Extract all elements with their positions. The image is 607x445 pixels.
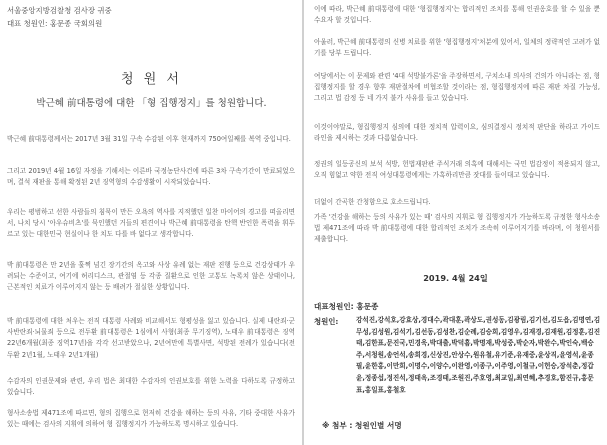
document-title: 청 원 서 [121, 72, 182, 87]
representative-petitioner: 대표청원인: 홍문종 [314, 302, 379, 311]
right-paragraph-7: 가족 '건강을 해하는 등의 사유가 있는 때' 검사의 지휘로 형 집행정지가 가능하도록 규정한 형사소송법 제471조에 따라 박 前대통령에 대한 합리적인 조치가 조속히 이루어지기를 바라며, 이 청원서를 제출합니다. [314, 213, 600, 244]
right-paragraph-6: 더없이 간곡한 간청함으로 호소드립니다. [314, 198, 431, 206]
left-paragraph-4: 박 前대통령은 만 2년을 훌쩍 넘긴 장기간의 옥고와 사상 유례 없는 재판 진행 등으로 건강상태가 우려되는 수준이고, 여기에 허리디스크, 관절염 등 각종 질환으로 인한 고통도 녹록치 않은 상태이나, 근본적인 치료가 이루어지지 않는 등 배려가 절실한 상황입니다. [7, 261, 295, 292]
left-paragraph-2: 그리고 2019년 4월 16일 자정을 기해서는 이른바 국정농단사건에 따른 3차 구속기간이 만료되었으며, 결석 재판을 통해 확정된 2년 징역형의 수감생활이 시작되었습니다. [7, 167, 295, 187]
document-subtitle: 박근혜 前대통령에 대한 「형 집행정지」를 청원합니다. [36, 98, 267, 109]
left-paragraph-1: 박근혜 前대통령께서는 2017년 3월 31일 구속 수감된 이후 현재까지 750여일째를 복역 중입니다. [7, 135, 291, 143]
recipient-line: 서울중앙지방검찰청 검사장 귀중 [7, 6, 112, 15]
left-paragraph-7: 형사소송법 제471조에 따르면, 형의 집행으로 현저히 건강을 해하는 등의 사유, 기타 중대한 사유가 있는 때에는 검사의 지휘에 의하여 형 집행정지가 가능하도록 명시하고 있습니다. [7, 409, 295, 429]
representative-line: 대표 청원인: 홍문종 국회의원 [7, 19, 103, 28]
right-paragraph-1: 이에 따라, 박근혜 前대통령에 대한 '형집행정지'는 합리적인 조치를 통해 인권옹호를 할 수 있을 뿐 수요자 할 것입니다. [314, 5, 600, 25]
right-paragraph-2: 아울러, 박근혜 前대통령의 신병 치료를 위한 '형집행정지'처분에 있어서, 일체의 정략적인 고려가 없기를 당부 드립니다. [314, 38, 600, 58]
right-paragraph-4: 이것이야말로, 형집행정지 심의에 대한 정치적 압력이요, 심의결정시 정치적 판단을 하라고 가이드라인을 제시하는 것과 다름없습니다. [314, 123, 600, 143]
left-paragraph-3: 우리는 평범하고 선한 사람들의 침묵이 만든 오욕의 역사를 지적했던 일찬 마이어의 경고를 떠올리면서, 나치 당시 '아우슈비츠'를 묵인했던 거들의 편견이나 박근혜 前대통령을 탄핵 반인한 폭력을 휘두르고 있는 대한민국 현실이나 한 치도 다를 바 없다고 생각합니다. [7, 208, 295, 239]
right-paragraph-3: 여당에서는 이 문제와 관련 '4대 석방불가론'을 주장하면서, 구치소내 의사의 건의가 아니라는 점, 형 집행정지를 할 경우 향후 재판절차에 비협조할 것이라는 점, 형집행정지에 따른 재판 차질 가능성, 그리고 법 감정 등 네 가지 불가 사유를 들고 있습니다. [314, 72, 600, 103]
petition-date: 2019. 4월 24일 [423, 273, 488, 283]
petition-page-right [304, 0, 607, 445]
petition-page-left [0, 0, 303, 445]
petitioners-label: 청원인: [314, 317, 339, 326]
left-paragraph-5: 박 前대통령에 대한 처우는 전직 대통령 사례와 비교해서도 형평성을 잃고 있습니다. 실제 내란죄·군사반란죄·뇌물죄 등으로 전두환 前대통령은 1심에서 사형(최종 무기징역), 노태우 前대통령은 징역 22년6개월(최종 징역17년)을 각각 선고받았으나, 2년여만에 특별사면, 석방된 전례가 있습니다(전두환 2년1월, 노태우 2년1개월) [7, 317, 295, 359]
petitioners-list: 강석진,강석호,강효상,경대수,곽대훈,곽상도,권성동,김광림,김기선,김도읍,김명연,김무성,김성원,김석기,김선동,김성찬,김순례,김승희,김영우,김재경,김재원,김정훈,김진태,김한표,문진국,민경욱,박대출,박덕흠,박명재,박성중,박순자,박완수,박인숙,백승주,서청원,송언석,송희경,신상진,안상수,원유철,유기준,유재중,윤상직,윤영석,윤종필,윤한홍,이만희,이명수,이양수,이완영,이종구,이주영,이철규,이헌승,장석춘,정갑윤,정종섭,정진석,정태옥,조경태,조원진,주호영,최교일,최연혜,추경호,함진규,홍문표,홍일표,홍철호 [356, 316, 601, 394]
left-paragraph-6: 수감자의 인권문제와 관련, 우리 법은 최대한 수감자의 인권보호를 위한 노력을 다하도록 규정하고 있습니다. [7, 377, 295, 397]
right-paragraph-5: 정권의 일등공신의 보석 석방, 헌법재판관 주식거래 의혹에 대해서는 국민 법감정이 적용되지 않고, 오직 힘없고 약한 전직 여성대통령에게는 가혹하리만큼 잣대를 들이대고 있습니다. [314, 160, 600, 180]
attachment-note: ※ 첨부 : 청원인별 서명 [322, 421, 402, 430]
